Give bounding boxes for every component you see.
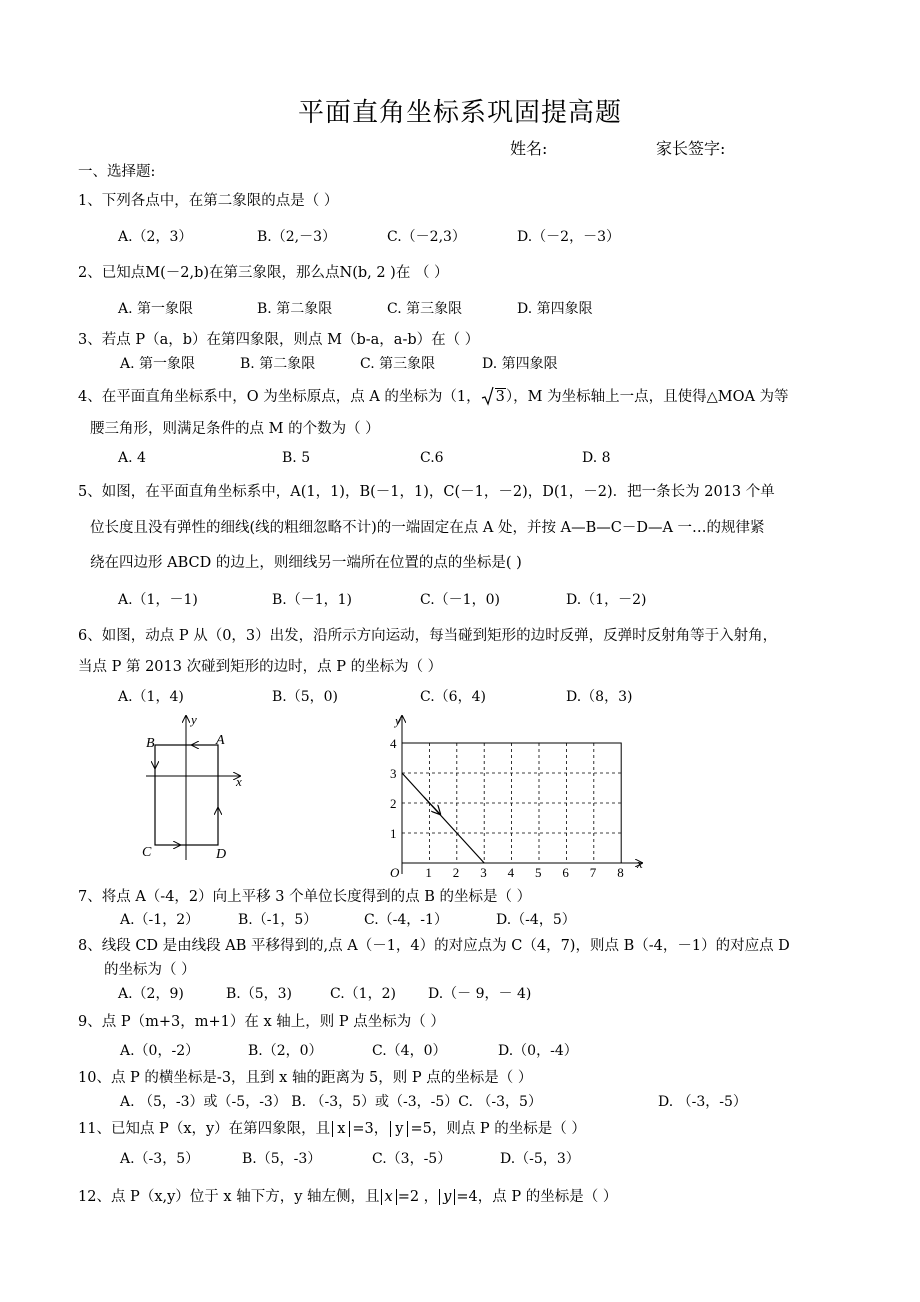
q2-option-d: D. 第四象限	[517, 301, 593, 317]
q6-line1: 6、如图，动点 P 从（0，3）出发，沿所示方向运动，每当碰到矩形的边时反弹，反弹时反射角等于入射角，	[78, 628, 778, 644]
q11-part3: =5，则点 P 的坐标是（ ）	[410, 1121, 586, 1137]
label-c: C	[142, 845, 152, 860]
q1-stem: 1、下列各点中，在第二象限的点是（ ）	[78, 193, 339, 209]
q6-option-d: D.（8，3)	[566, 689, 633, 705]
q4-option-b: B. 5	[282, 450, 311, 466]
q1-option-a: A.（2，3）	[118, 229, 193, 245]
parent-signature-label: 家长签字:	[656, 139, 726, 158]
q3-option-d: D. 第四象限	[482, 356, 558, 372]
abs-x-var: x	[337, 1121, 346, 1137]
q5-option-a: A.（1，－1)	[118, 592, 198, 608]
label-x: x	[236, 774, 242, 789]
q2-option-c: C. 第三象限	[387, 301, 463, 317]
figure-rectangle-abcd	[130, 708, 260, 868]
q4-option-a: A. 4	[118, 450, 146, 466]
q4-option-d: D. 8	[582, 450, 611, 466]
q3-option-c: C. 第三象限	[360, 356, 436, 372]
q5-line1: 5、如图，在平面直角坐标系中，A(1，1)，B(－1，1)，C(－1，－2)，D(1，－2)．把一条长为 2013 个单	[78, 484, 775, 500]
label-d: D	[216, 847, 227, 862]
q9-option-c: C.（4，0）	[372, 1043, 447, 1059]
q12-part2: =2 ，	[397, 1189, 439, 1205]
path-direction-arrow	[424, 797, 440, 814]
q7-option-c: C.（-4，-1）	[364, 912, 448, 928]
q2-stem: 2、已知点M(－2,b)在第三象限，那么点N(b, 2 )在 （ ）	[78, 265, 449, 281]
q9-option-b: B.（2，0）	[248, 1043, 323, 1059]
q2-option-a: A. 第一象限	[118, 301, 194, 317]
q8-option-d: D.（－ 9，－ 4)	[428, 986, 532, 1002]
y-tick-label: 4	[390, 736, 397, 751]
abs-x	[381, 1189, 397, 1205]
q4-stem-line1	[78, 385, 789, 406]
q7-stem: 7、将点 A（-4，2）向上平移 3 个单位长度得到的点 B 的坐标是（ ）	[78, 889, 532, 905]
q5-option-b: B.（－1，1)	[272, 592, 353, 608]
q12-part1: 12、点 P（x,y）位于 x 轴下方，y 轴左侧，且	[78, 1189, 380, 1205]
y-tick-label: 2	[390, 796, 397, 811]
x-tick-label: 1	[425, 865, 432, 880]
abs-y-var: y	[443, 1189, 452, 1205]
q11-option-a: A.（-3，5）	[120, 1151, 200, 1167]
abs-x	[332, 1121, 350, 1137]
x-tick-label: 6	[562, 865, 569, 880]
q12-stem	[78, 1185, 617, 1206]
path-segment	[402, 773, 484, 863]
q7-option-a: A.（-1，2）	[120, 912, 200, 928]
q11-option-b: B.（5，-3）	[242, 1151, 322, 1167]
q5-option-d: D.（1，－2)	[566, 592, 647, 608]
q11-option-d: D.（-5，3）	[500, 1151, 580, 1167]
y-tick-label: 3	[390, 766, 397, 781]
q10-option-d: D. （-3，-5）	[658, 1094, 747, 1110]
q6-line2: 当点 P 第 2013 次碰到矩形的边时，点 P 的坐标为（ ）	[78, 659, 443, 675]
radical-icon	[481, 386, 495, 406]
q8-line1: 8、线段 CD 是由线段 AB 平移得到的,点 A（－1，4）的对应点为 C（4，7)，则点 B（-4，－1）的对应点 D	[78, 938, 790, 954]
q10-options-line: A. （5，-3）或（-5，-3） B. （-3，5）或（-3，-5）C. （-3，5）	[120, 1094, 542, 1110]
label-a: A	[216, 733, 225, 748]
q11-part1: 11、已知点 P（x，y）在第四象限，且	[78, 1121, 331, 1137]
label-b: B	[146, 736, 155, 751]
q4-option-c: C.6	[420, 450, 444, 466]
name-label: 姓名:	[510, 139, 548, 158]
q8-line2: 的坐标为（ ）	[104, 962, 196, 978]
x-tick-label: 5	[535, 865, 542, 880]
q9-option-d: D.（0，-4）	[498, 1043, 578, 1059]
x-axis-label: x	[637, 856, 643, 871]
page-title: 平面直角坐标系巩固提高题	[297, 98, 622, 128]
q1-option-d: D.（－2，－3）	[517, 229, 620, 245]
q8-option-a: A.（2，9)	[118, 986, 184, 1002]
q4-stem-part2: ），M 为坐标轴上一点，且使得△MOA 为等	[505, 389, 789, 405]
q6-option-c: C.（6，4)	[420, 689, 486, 705]
q3-option-a: A. 第一象限	[120, 356, 196, 372]
y-tick-label: 1	[390, 826, 397, 841]
q2-option-b: B. 第二象限	[257, 301, 333, 317]
q1-option-c: C.（－2,3）	[387, 229, 466, 245]
q5-line2: 位长度且没有弹性的细线(线的粗细忽略不计)的一端固定在点 A 处，并按 A—B—C－D—A 一…的规律紧	[90, 520, 765, 536]
origin-label: O	[390, 865, 400, 880]
q7-option-b: B.（-1，5）	[238, 912, 318, 928]
figure-grid-path	[380, 708, 650, 880]
q11-stem	[78, 1117, 586, 1138]
q6-option-a: A.（1，4)	[118, 689, 184, 705]
sqrt-symbol	[483, 389, 506, 405]
q7-option-d: D.（-4，5）	[496, 912, 576, 928]
q12-part3: =4，点 P 的坐标是（ ）	[456, 1189, 618, 1205]
q5-option-c: C.（－1，0)	[420, 592, 500, 608]
x-tick-label: 8	[617, 865, 624, 880]
x-tick-label: 4	[507, 865, 515, 880]
q9-option-a: A.（0，-2）	[120, 1043, 200, 1059]
abs-x-var: x	[384, 1189, 393, 1205]
abs-y-var: y	[395, 1121, 404, 1137]
q3-stem: 3、若点 P（a，b）在第四象限，则点 M（b-a，a-b）在（ ）	[78, 332, 480, 348]
q11-part2: =3，	[352, 1121, 389, 1137]
sqrt-radicand: 3	[495, 389, 505, 405]
q8-option-c: C.（1，2)	[330, 986, 396, 1002]
q1-option-b: B.（2,－3）	[257, 229, 337, 245]
x-tick-label: 7	[589, 865, 597, 880]
abs-y	[390, 1121, 408, 1137]
abs-y	[439, 1189, 455, 1205]
q8-option-b: B.（5，3)	[226, 986, 293, 1002]
q4-stem-part1: 4、在平面直角坐标系中，O 为坐标原点，点 A 的坐标为（1，	[78, 389, 481, 405]
q11-option-c: C.（3，-5）	[372, 1151, 452, 1167]
q9-stem: 9、点 P（m+3，m+1）在 x 轴上，则 P 点坐标为（ ）	[78, 1014, 445, 1030]
q5-line3: 绕在四边形 ABCD 的边上，则细线另一端所在位置的点的坐标是( )	[90, 555, 522, 571]
q6-option-b: B.（5，0)	[272, 689, 339, 705]
y-axis-label: y	[395, 713, 401, 728]
dashed-grid	[402, 743, 621, 863]
section-heading: 一、选择题:	[78, 164, 156, 180]
q4-stem-line2: 腰三角形，则满足条件的点 M 的个数为（ ）	[90, 421, 380, 437]
x-tick-label: 2	[452, 865, 460, 880]
x-tick-label: 3	[480, 865, 487, 880]
q10-stem: 10、点 P 的横坐标是-3，且到 x 轴的距离为 5，则 P 点的坐标是（ ）	[78, 1070, 533, 1086]
q3-option-b: B. 第二象限	[240, 356, 316, 372]
label-y: y	[191, 712, 197, 727]
